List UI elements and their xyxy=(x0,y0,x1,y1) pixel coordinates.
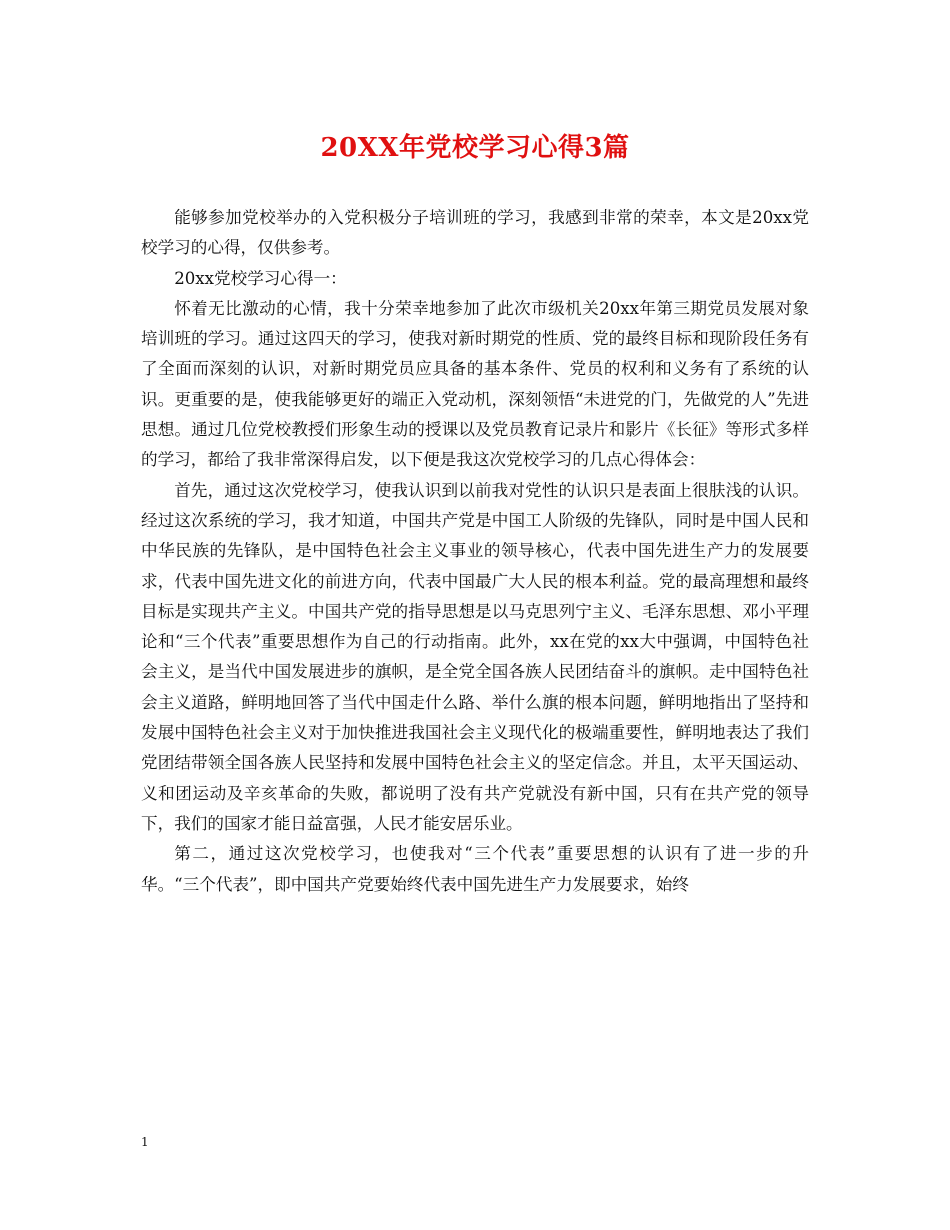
paragraph-intro: 能够参加党校举办的入党积极分子培训班的学习，我感到非常的荣幸，本文是20xx党校学习的心得，仅供参考。 xyxy=(141,208,809,258)
paragraph-body-1: 怀着无比激动的心情，我十分荣幸地参加了此次市级机关20xx年第三期党员发展对象培训班的学习。通过这四天的学习，使我对新时期党的性质、党的最终目标和现阶段任务有了全面而深刻的认识，对新时期党员应具备的基本条件、党员的权利和义务有了系统的认识。更重要的是，使我能够更好的端正入党动机，深刻领悟“未进党的门，先做党的人”先进思想。通过几位党校教授们形象生动的授课以及党员教育记录片和影片《长征》等形式多样的学习，都给了我非常深得启发，以下便是我这次党校学习的几点心得体会： xyxy=(141,298,809,470)
paragraph-body-2: 首先，通过这次党校学习，使我认识到以前我对党性的认识只是表面上很肤浅的认识。经过这次系统的学习，我才知道，中国共产党是中国工人阶级的先锋队，同时是中国人民和中华民族的先锋队，是中国特色社会主义事业的领导核心，代表中国先进生产力的发展要求，代表中国先进文化的前进方向，代表中国最广大人民的根本利益。党的最高理想和最终目标是实现共产主义。中国共产党的指导思想是以马克思列宁主义、毛泽东思想、邓小平理论和“三个代表”重要思想作为自己的行动指南。此外，xx在党的xx大中强调，中国特色社会主义，是当代中国发展进步的旗帜，是全党全国各族人民团结奋斗的旗帜。走中国特色社会主义道路，鲜明地回答了当代中国走什么路、举什么旗的根本问题，鲜明地指出了坚持和发展中国特色社会主义对于加快推进我国社会主义现代化的极端重要性，鲜明地表达了我们党团结带领全国各族人民坚持和发展中国特色社会主义的坚定信念。并且，太平天国运动、义和团运动及辛亥革命的失败，都说明了没有共产党就没有新中国，只有在共产党的领导下，我们的国家才能日益富强，人民才能安居乐业。 xyxy=(141,480,809,833)
page-number: 1 xyxy=(141,1135,149,1149)
paragraph-section-heading: 20xx党校学习心得一： xyxy=(174,268,347,288)
document-body xyxy=(141,203,809,900)
document-title: 20XX年党校学习心得3篇 xyxy=(320,133,630,163)
paragraph-body-3: 第二，通过这次党校学习，也使我对“三个代表”重要思想的认识有了进一步的升华。“三个代表”，即中国共产党要始终代表中国先进生产力发展要求，始终 xyxy=(141,844,809,894)
